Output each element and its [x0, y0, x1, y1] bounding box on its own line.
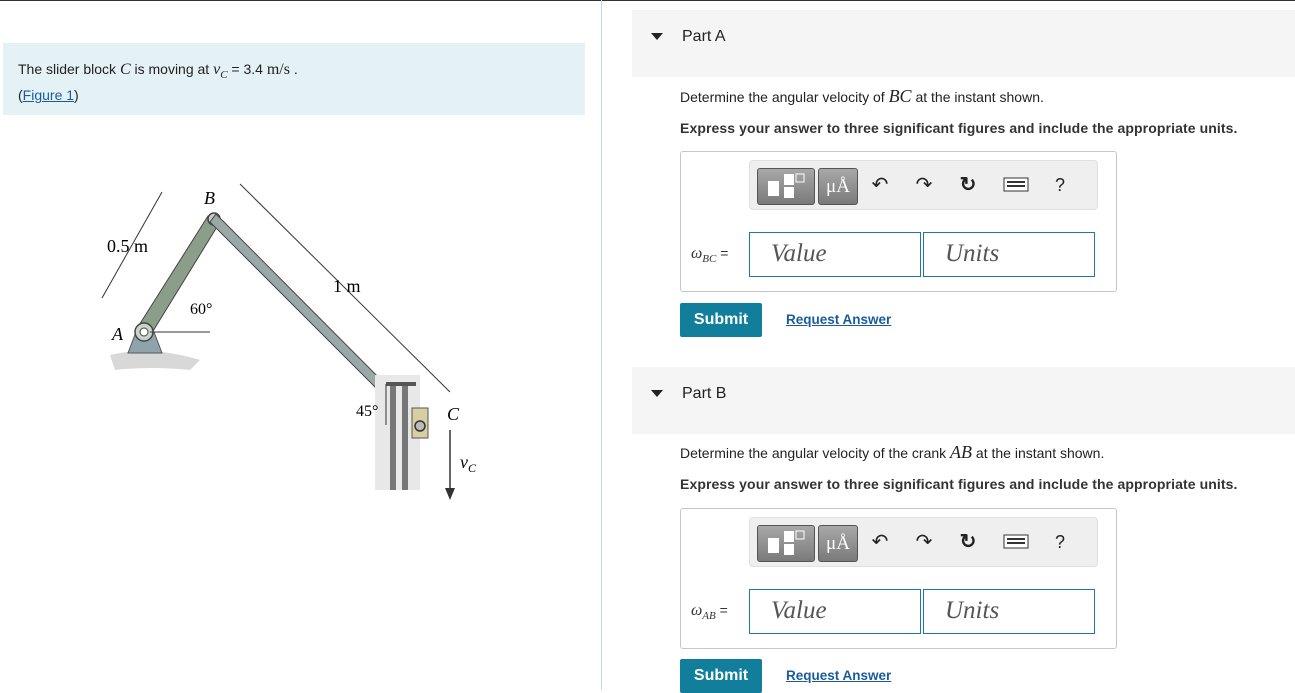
- units-button[interactable]: μÅ: [818, 525, 858, 562]
- label-c: C: [447, 404, 460, 424]
- guide-top: [386, 382, 416, 386]
- label-vc: $v_C$: [460, 452, 477, 475]
- part-a-instruction: Express your answer to three significant figures and include the appropriate units.: [680, 120, 1238, 136]
- submit-button[interactable]: Submit: [680, 303, 762, 337]
- keyboard-icon[interactable]: [1000, 173, 1032, 199]
- omega-ab-label: $\omega_{AB}$ =: [691, 602, 728, 622]
- part-a-question: Determine the angular velocity of BC at the instant shown.: [680, 86, 1044, 106]
- fraction-template-icon: [758, 526, 814, 561]
- part-b-answer-box: [680, 508, 1117, 649]
- caret-down-icon[interactable]: [651, 33, 663, 40]
- redo-icon[interactable]: ↷: [915, 174, 933, 196]
- template-button[interactable]: [757, 168, 815, 205]
- fraction-template-icon: [758, 169, 814, 204]
- figure-link-line: (Figure 1): [18, 87, 79, 104]
- reset-icon[interactable]: ↻: [959, 174, 977, 196]
- request-answer-link[interactable]: Request Answer: [786, 668, 892, 683]
- label-angle-a: 60°: [190, 301, 213, 318]
- guide-left: [390, 382, 396, 490]
- pin-a-inner: [140, 328, 148, 336]
- label-bc-length: 1 m: [333, 276, 361, 296]
- help-icon[interactable]: ?: [1054, 532, 1065, 552]
- problem-pane: [0, 0, 601, 690]
- undo-icon[interactable]: ↶: [871, 174, 889, 196]
- redo-icon[interactable]: ↷: [915, 531, 933, 553]
- pane-divider: [601, 0, 602, 690]
- request-answer-link[interactable]: Request Answer: [786, 312, 892, 327]
- ground-a: [110, 351, 200, 370]
- vc-arrow-head: [445, 488, 455, 500]
- value-input[interactable]: Value: [749, 232, 921, 277]
- keyboard-icon[interactable]: [1000, 530, 1032, 556]
- mechanism-figure: [90, 170, 550, 510]
- math-toolbar: [749, 160, 1098, 210]
- part-b-question: Determine the angular velocity of the crank AB at the instant shown.: [680, 442, 1105, 462]
- part-b-title: Part B: [682, 385, 727, 402]
- parts-pane: [632, 0, 1295, 690]
- part-a-header[interactable]: [632, 10, 1295, 77]
- math-toolbar: [749, 517, 1098, 567]
- help-icon[interactable]: ?: [1054, 175, 1065, 195]
- omega-bc-label: $\omega_{BC}$ =: [691, 245, 729, 265]
- part-b-instruction: Express your answer to three significant figures and include the appropriate units.: [680, 476, 1238, 492]
- caret-down-icon[interactable]: [651, 390, 663, 397]
- part-a-answer-box: [680, 151, 1117, 292]
- label-b: B: [204, 188, 215, 208]
- value-input[interactable]: Value: [749, 589, 921, 634]
- figure-link[interactable]: Figure 1: [22, 87, 75, 104]
- part-b-header[interactable]: [632, 367, 1295, 434]
- template-button[interactable]: [757, 525, 815, 562]
- units-input[interactable]: Units: [923, 589, 1095, 634]
- velocity-symbol: $v_C$: [213, 61, 228, 82]
- reset-icon[interactable]: ↻: [959, 531, 977, 553]
- crank-ab: [136, 216, 220, 336]
- guide-right: [402, 382, 408, 490]
- label-a: A: [112, 324, 123, 344]
- problem-statement: [3, 43, 585, 115]
- label-ab-length: 0.5 m: [107, 236, 149, 256]
- part-a-title: Part A: [682, 28, 726, 45]
- label-angle-c: 45°: [356, 403, 379, 420]
- problem-text: The slider block C is moving at $v_C = 3.4$ m/s .: [18, 61, 298, 82]
- units-button[interactable]: μÅ: [818, 168, 858, 205]
- undo-icon[interactable]: ↶: [871, 531, 889, 553]
- units-input[interactable]: Units: [923, 232, 1095, 277]
- pin-c: [415, 421, 425, 431]
- submit-button[interactable]: Submit: [680, 659, 762, 693]
